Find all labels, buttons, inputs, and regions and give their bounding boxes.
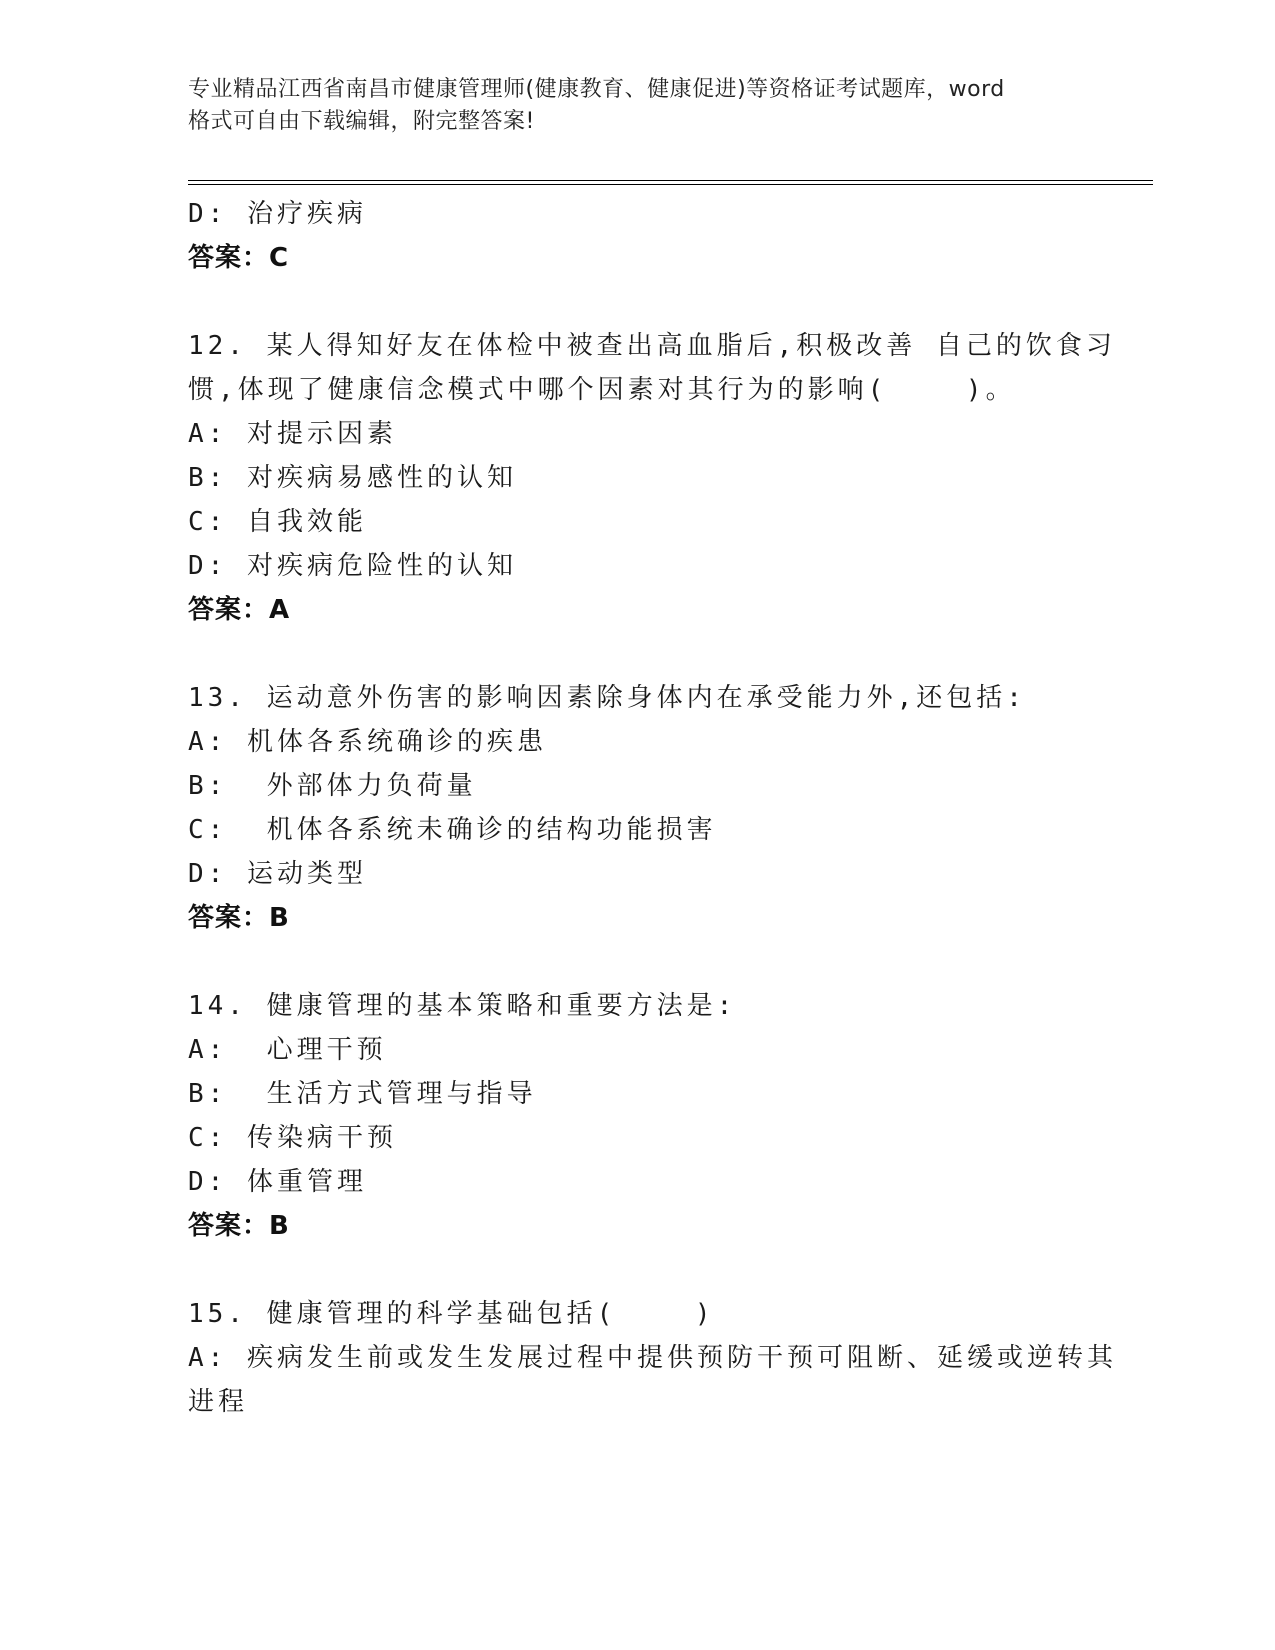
document-header bbox=[188, 74, 1088, 138]
q12-stem-line-1: 12. 某人得知好友在体检中被查出高血脂后,积极改善 自己的饮食习 bbox=[188, 331, 1116, 361]
q12-option-c: C: 自我效能 bbox=[188, 507, 367, 537]
q13-option-a: A: 机体各系统确诊的疾患 bbox=[188, 727, 547, 757]
q13-option-c: C: 机体各系统未确诊的结构功能损害 bbox=[188, 815, 717, 845]
q14-option-d: D: 体重管理 bbox=[188, 1167, 367, 1197]
header-line-2: 格式可自由下载编辑，附完整答案! bbox=[188, 109, 535, 134]
q11-option-d: D: 治疗疾病 bbox=[188, 199, 367, 229]
q14-option-b: B: 生活方式管理与指导 bbox=[188, 1079, 537, 1109]
q13-stem: 13. 运动意外伤害的影响因素除身体内在承受能力外,还包括: bbox=[188, 683, 1026, 713]
header-line-1: 专业精品江西省南昌市健康管理师(健康教育、健康促进)等资格证考试题库，word bbox=[188, 77, 1005, 102]
q15-stem: 15. 健康管理的科学基础包括( ) bbox=[188, 1299, 715, 1329]
header-divider-bottom bbox=[188, 184, 1153, 185]
q12-option-b: B: 对疾病易感性的认知 bbox=[188, 463, 517, 493]
q13-option-d: D: 运动类型 bbox=[188, 859, 367, 889]
q13-answer: 答案：B bbox=[188, 903, 290, 933]
q15-option-a-line-1: A: 疾病发生前或发生发展过程中提供预防干预可阻断、延缓或逆转其 bbox=[188, 1343, 1117, 1373]
q12-stem-line-2: 惯,体现了健康信念模式中哪个因素对其行为的影响( )。 bbox=[188, 375, 1016, 405]
q11-answer: 答案：C bbox=[188, 243, 290, 273]
q13-option-b: B: 外部体力负荷量 bbox=[188, 771, 477, 801]
q14-stem: 14. 健康管理的基本策略和重要方法是: bbox=[188, 991, 737, 1021]
q12-option-d: D: 对疾病危险性的认知 bbox=[188, 551, 517, 581]
q14-option-a: A: 心理干预 bbox=[188, 1035, 387, 1065]
q12-option-a: A: 对提示因素 bbox=[188, 419, 397, 449]
q14-answer: 答案：B bbox=[188, 1211, 290, 1241]
q15-option-a-line-2: 进程 bbox=[188, 1387, 249, 1417]
q12-answer: 答案：A bbox=[188, 595, 291, 625]
header-divider-top bbox=[188, 180, 1153, 181]
q14-option-c: C: 传染病干预 bbox=[188, 1123, 397, 1153]
